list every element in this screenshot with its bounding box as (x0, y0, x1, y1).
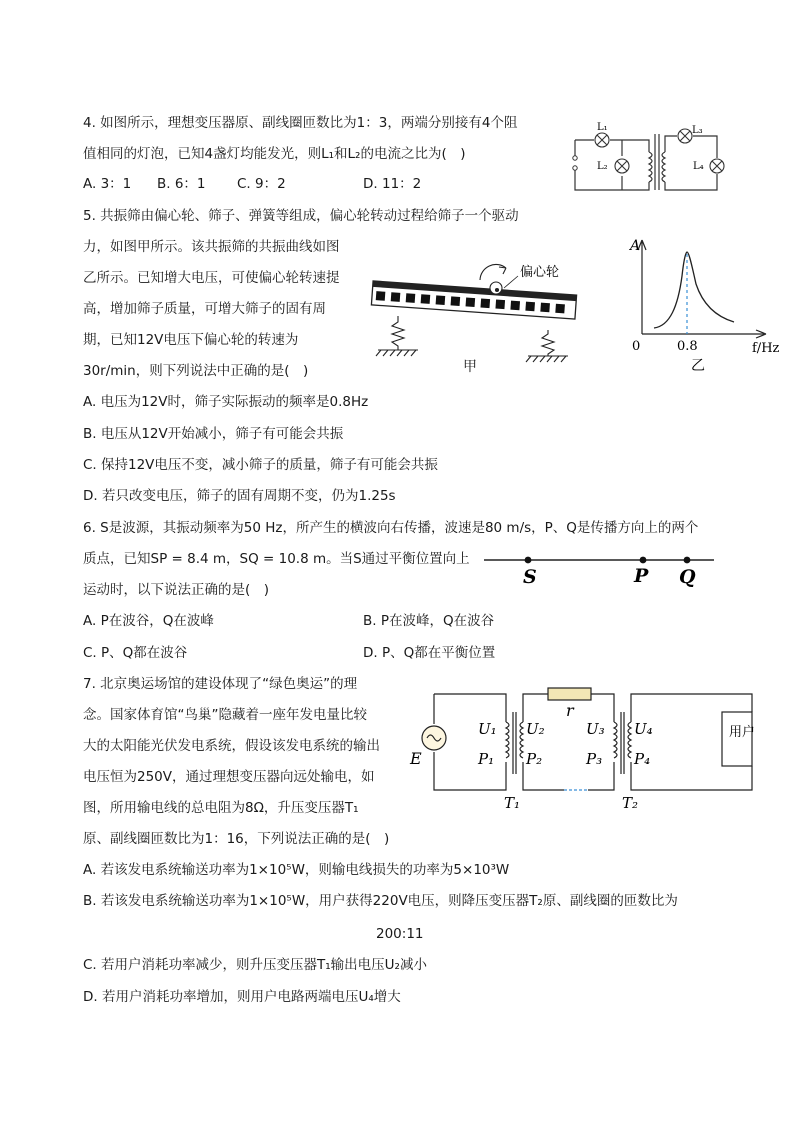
q7-label-u4: U₄ (634, 720, 653, 738)
q7-line-6: 原、副线圈匝数比为1：16，下列说法正确的是( ) (83, 831, 390, 847)
right-spring (526, 330, 568, 362)
q7-line-3: 大的太阳能光伏发电系统，假设该发电系统的输出 (83, 738, 380, 754)
q7-label-r: r (566, 701, 574, 720)
q6-line-2: 质点，已知SP = 8.4 m，SQ = 10.8 m。当S通过平衡位置向上 (83, 551, 470, 567)
q6-option-b: B. P在波峰，Q在波谷 (363, 613, 495, 629)
q7-option-b: B. 若该发电系统输送功率为1×10⁵W，用户获得220V电压，则降压变压器T₂原、副线圈的匝数比为 (83, 893, 678, 909)
q7-line-1: 7. 北京奥运场馆的建设体现了“绿色奥运”的理 (83, 676, 358, 692)
q7-power-transmission-figure (406, 682, 776, 812)
q5-option-a: A. 电压为12V时，筛子实际振动的频率是0.8Hz (83, 394, 369, 410)
q7-label-p2: P₂ (526, 750, 543, 768)
point-p (640, 557, 647, 564)
q4-lamp-l1 (595, 133, 609, 147)
sieve-plate (371, 281, 576, 319)
q4-lamp-l2 (615, 159, 629, 173)
q5-wheel-label: 偏心轮 (520, 265, 560, 280)
q4-option-a: A. 3：1 (83, 176, 132, 192)
q5-origin-label: 0 (632, 339, 641, 354)
point-s (525, 557, 532, 564)
q7-label-p1: P₁ (478, 750, 495, 768)
q6-option-d: D. P、Q都在平衡位置 (363, 645, 496, 661)
q5-line-2: 力，如图甲所示。该共振筛的共振曲线如图 (83, 239, 340, 255)
q6-label-q: Q (679, 566, 696, 588)
q6-label-p: P (634, 565, 649, 587)
q4-transformer-circuit-figure (567, 118, 727, 198)
q7-label-e: E (410, 749, 422, 768)
q4-option-b: B. 6：1 (157, 176, 206, 192)
q5-option-b: B. 电压从12V开始减小，筛子有可能会共振 (83, 426, 344, 442)
point-q (684, 557, 691, 564)
eccentric-wheel (490, 282, 502, 294)
q7-label-u3: U₃ (586, 720, 605, 738)
q4-terminal-top (573, 156, 577, 160)
q4-label-l3: L₃ (692, 125, 703, 136)
ac-source-icon (422, 726, 446, 750)
q7-line-5: 图，所用输电线的总电阻为8Ω，升压变压器T₁ (83, 800, 359, 816)
q5-option-d: D. 若只改变电压，筛子的固有周期不变，仍为1.25s (83, 488, 396, 504)
q4-label-l1: L₁ (597, 122, 608, 133)
q4-terminal-bottom (573, 166, 577, 170)
q7-option-d: D. 若用户消耗功率增加，则用户电路两端电压U₄增大 (83, 989, 401, 1005)
rotation-arrow (480, 264, 506, 280)
q4-line-1: 4. 如图所示，理想变压器原、副线圈匝数比为1：3，两端分别接有4个阻 (83, 115, 518, 131)
q5-y-axis-label: A (630, 238, 641, 254)
q4-lamp-l4 (710, 159, 724, 173)
q4-line-2: 值相同的灯泡，已知4盏灯均能发光，则L₁和L₂的电流之比为( ) (83, 146, 466, 162)
q5-line-6: 30r/min，则下列说法中正确的是( ) (83, 363, 309, 379)
q6-line-1: 6. S是波源，其振动频率为50 Hz，所产生的横波向右传播，波速是80 m/s，P、Q是传播方向上的两个 (83, 520, 699, 536)
q7-option-a: A. 若该发电系统输送功率为1×10⁵W，则输电线损失的功率为5×10³W (83, 862, 510, 878)
left-spring (376, 316, 418, 356)
q7-option-b-continued: 200:11 (376, 926, 424, 942)
q7-label-t2: T₂ (622, 794, 639, 812)
q6-option-c: C. P、Q都在波谷 (83, 645, 188, 661)
q6-option-a: A. P在波谷，Q在波峰 (83, 613, 214, 629)
q7-label-t1: T₁ (504, 794, 521, 812)
q5-resonance-curve-figure (630, 236, 780, 376)
q5-line-5: 期，已知12V电压下偏心轮的转速为 (83, 332, 299, 348)
q4-option-d: D. 11：2 (363, 176, 422, 192)
q5-line-1: 5. 共振筛由偏心轮、筛子、弹簧等组成，偏心轮转动过程给筛子一个驱动 (83, 208, 519, 224)
q5-x-axis-label: f/Hz (752, 341, 780, 356)
resonance-curve (654, 252, 734, 328)
q7-line-2: 念。国家体育馆“鸟巢”隐藏着一座年发电量比较 (83, 707, 367, 723)
q4-label-l4: L₄ (693, 161, 704, 172)
q5-fig-jia-caption: 甲 (463, 359, 477, 375)
q5-option-c: C. 保持12V电压不变，减小筛子的质量，筛子有可能会共振 (83, 457, 438, 473)
q7-label-p3: P₃ (586, 750, 603, 768)
q7-label-u2: U₂ (526, 720, 545, 738)
q4-label-l2: L₂ (597, 161, 608, 172)
q7-option-c: C. 若用户消耗功率减少，则升压变压器T₁输出电压U₂减小 (83, 957, 427, 973)
q6-wave-line-figure (480, 550, 720, 590)
q5-peak-tick-label: 0.8 (677, 339, 698, 354)
q5-line-4: 高，增加筛子质量，可增大筛子的固有周 (83, 301, 326, 317)
q4-option-c: C. 9：2 (237, 176, 286, 192)
q6-line-3: 运动时，以下说法正确的是( ) (83, 582, 270, 598)
q5-fig-yi-caption: 乙 (691, 358, 705, 374)
q6-label-s: S (523, 566, 537, 588)
q7-label-u1: U₁ (478, 720, 497, 738)
q7-user-label-1: 用户 (729, 725, 756, 740)
line-resistor (548, 688, 591, 700)
q7-label-p4: P₄ (634, 750, 651, 768)
q5-line-3: 乙所示。已知增大电压，可使偏心轮转速提 (83, 270, 340, 286)
q7-line-4: 电压恒为250V，通过理想变压器向远处输电，如 (83, 769, 375, 785)
q4-lamp-l3 (678, 129, 692, 143)
